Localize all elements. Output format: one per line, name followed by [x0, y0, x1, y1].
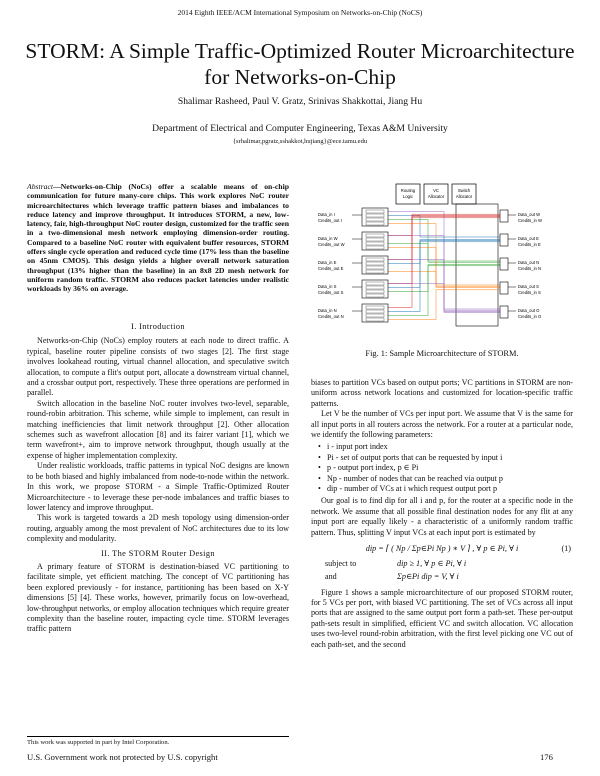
page-number: 176 [540, 752, 553, 762]
vc-buffer [366, 214, 384, 217]
section-1-heading: I. Introduction [131, 322, 185, 331]
vc-buffer [366, 266, 384, 269]
input-label: Data_in N [318, 308, 337, 313]
output-port-box [500, 282, 508, 294]
footnote: This work was supported in part by Intel Corporation. [27, 736, 289, 746]
vc-buffer [366, 238, 384, 241]
design-paragraph-1: A primary feature of STORM is destination-biased VC partitioning to facilitate simple, yet efficient matching. The concept of VC partitioning has been explored previously - for instance, partitioning has been based on X-Y dimensions [5] [4]. These works, however, primarily focus on low-overhead, low-throughput networks, or employ allocation techniques which require greater complexity than the baseline router, impacting cycle time. STORM leverages traffic pattern [27, 561, 289, 634]
intro-paragraph-3: Under realistic workloads, traffic patterns in typical NoC designs are known to be both biased and highly imbalanced from node-to-node within the network. In this work, we propose STORM - a Simple Traffic-Optimized Router Microarchitecture - to leverage these per-node imbalances and traffic biases to lower latency and improve throughput. [27, 461, 289, 512]
email: {srhalimar,pgratz,sshakkot,hujiang}@ece.tamu.edu [232, 138, 368, 145]
section-2-heading: II. The STORM Router Design [101, 548, 215, 558]
intro-paragraph-4: This work is targeted towards a 2D mesh topology using dimension-order routing, arguably among the most prevalent of NoC architectures due to its low complexity and modularity. [27, 513, 289, 544]
vc-buffer [366, 294, 384, 297]
subject-to-label: subject to [325, 558, 357, 568]
parameter-list [311, 442, 573, 494]
control-block-label: Routing [400, 188, 416, 193]
right-column [311, 378, 573, 650]
output-label: Credits_in S [518, 290, 541, 295]
vc-buffer [366, 290, 384, 293]
right-paragraph-4: Figure 1 shows a sample microarchitecture of our proposed STORM router, for 5 VCs per port, with biased VC partitioning. The set of VCs across all input ports that are assigned to the same output port form a path-set. These per-output path-sets result in simplified, efficient VC and switch allocation. VC allocation uses two-level round-robin arbitration, with the first level picking one VC out of each path-set, and the second [311, 587, 573, 649]
equation-3: Σp∈Pi dip = V, ∀ i [397, 571, 459, 581]
control-block-label: VC [433, 188, 439, 193]
constraint-row-2 [311, 572, 573, 585]
vc-buffer [366, 314, 384, 317]
equation-1-lhs: dip = [365, 544, 384, 554]
control-block-label: Logic [402, 194, 414, 199]
authors: Shalimar Rasheed, Paul V. Gratz, Srinivas Shakkottai, Jiang Hu [177, 96, 423, 107]
output-port-box [500, 258, 508, 270]
affiliation: Department of Electrical and Computer Engineering, Texas A&M University [152, 123, 448, 134]
right-paragraph-2: Let V be the number of VCs per input port. We assume that V is the same for all input ports in all routers across the network. For a router at a particular node, we identify the following parameters: [311, 409, 573, 440]
vc-buffer [366, 242, 384, 245]
conference-header: 2014 Eighth IEEE/ACM International Symposium on Networks-on-Chip (NoCS) [177, 8, 423, 17]
input-label: Credits_out S [318, 290, 344, 295]
vc-buffer [366, 310, 384, 313]
input-label: Data_in I [318, 212, 335, 217]
input-label: Credits_out E [318, 266, 344, 271]
copyright-footer: U.S. Government work not protected by U.S. copyright [27, 752, 218, 762]
right-paragraph-3: Our goal is to find dip for all i and p, for the router at a specific node in the network. We assume that all possible final destination nodes for any flit at any input port are equally likely - a characteristic of a uniformly random traffic pattern. Thus, splitting V input VCs at each input port is estimated by [311, 496, 573, 537]
parameter-item: • i - input port index [327, 442, 573, 452]
output-label: Data_out W [518, 212, 541, 217]
control-block-label: Switch [457, 188, 471, 193]
figure-caption: Fig. 1: Sample Microarchitecture of STORM. [365, 349, 519, 358]
vc-buffer [366, 258, 384, 261]
output-label: Credits_in N [518, 266, 542, 271]
vc-buffer [366, 222, 384, 225]
paper-title: STORM: A Simple Traffic-Optimized Router Microarchitecture for Networks-on-Chip [25, 39, 575, 89]
output-label: Data_out O [518, 308, 540, 313]
vc-buffer [366, 218, 384, 221]
parameter-item: • dip - number of VCs at i which request output port p [327, 484, 573, 494]
output-port-box [500, 234, 508, 246]
vc-buffer [366, 262, 384, 265]
output-label: Data_out N [518, 260, 540, 265]
equation-1 [311, 544, 573, 554]
abstract-label: Abstract [27, 182, 54, 191]
output-label: Credits_in W [518, 218, 542, 223]
vc-buffer [366, 282, 384, 285]
equation-1-number: (1) [561, 544, 571, 554]
vc-buffer [366, 246, 384, 249]
output-port-box [500, 210, 508, 222]
control-block-label: Allocator [455, 194, 473, 199]
output-label: Credits_in O [518, 314, 542, 319]
parameter-item: • p - output port index, p ∈ Pi [327, 463, 573, 473]
output-label: Data_out S [518, 284, 539, 289]
output-port-box [500, 306, 508, 318]
right-paragraph-1: biases to partition VCs based on output ports; VC partitions in STORM are non-uniform across network locations and customized for location-specific traffic patterns. [311, 378, 573, 408]
input-label: Data_in E [318, 260, 337, 265]
input-label: Credits_out W [318, 242, 345, 247]
equation-1-body: ⌈ ( Np / Σp∈Pi Np ) ∗ V ⌉ , ∀ p ∈ Pi, ∀ i [385, 544, 519, 554]
vc-buffer [366, 306, 384, 309]
input-label: Credits_out I [318, 218, 342, 223]
parameter-item: • Np - number of nodes that can be reached via output p [327, 474, 573, 484]
parameter-item: • Pi - set of output ports that can be requested by input i [327, 453, 573, 463]
section-introduction [27, 322, 289, 635]
crossbar [456, 204, 498, 326]
input-label: Data_in W [318, 236, 338, 241]
abstract [27, 182, 289, 294]
intro-paragraph-1: Networks-on-Chip (NoCs) employ routers at each node to direct traffic. A typical, baseline router pipeline consists of two stages [2]. The first stage involves lookahead routing, virtual channel allocation, and speculative switch allocation, to compute a flit's output port, allocate a downstream virtual channel, and a crossbar output port, respectively. These three operations are performed in parallel. [27, 336, 289, 398]
output-label: Data_out E [518, 236, 539, 241]
input-label: Credits_out N [318, 314, 344, 319]
crossbar-wire [388, 284, 500, 313]
and-label: and [325, 571, 337, 581]
equation-2: dip ≥ 1, ∀ p ∈ Pi, ∀ i [397, 558, 467, 568]
vc-buffer [366, 234, 384, 237]
input-label: Data_in S [318, 284, 337, 289]
vc-buffer [366, 318, 384, 321]
intro-paragraph-2: Switch allocation in the baseline NoC router involves two-level, separable, round-robin arbitration. This scheme, while simple to implement, can result in matching inefficiencies that limit network throughput [2]. Other allocation schemes such as wavefront allocation [8] and its fairer variant [1], which we term wavefront+, aim to improve network throughput, though usually at the expense of higher implementation complexity. [27, 398, 289, 460]
microarchitecture-figure [316, 180, 572, 342]
vc-buffer [366, 210, 384, 213]
output-label: Credits_in E [518, 242, 541, 247]
vc-buffer [366, 286, 384, 289]
vc-buffer [366, 270, 384, 273]
abstract-text: —Networks-on-Chip (NoCs) offer a scalable means of on-chip communication for future many-core chips. This work explores NoC router microarchitectures which leverage traffic pattern biases and imbalances to reduce latency and improve throughput. It introduces STORM, a new, low-latency, fair, high-throughput NoC router design, customized for the traffic seen in a two-dimensional mesh network employing dimension-order routing. Compared to a baseline NoC router with equivalent buffer resources, STORM offers single cycle operation and reduced cycle time (17% less than the baseline on 45nm CMOS). This design yields a higher overall network saturation throughput (13% higher than the baseline) in an 8x8 2D mesh network for uniform random traffic. STORM also reduces packet latencies under realistic workloads by 36% on average. [27, 182, 289, 294]
control-block-label: Allocator [427, 194, 445, 199]
constraint-row-1 [311, 559, 573, 570]
